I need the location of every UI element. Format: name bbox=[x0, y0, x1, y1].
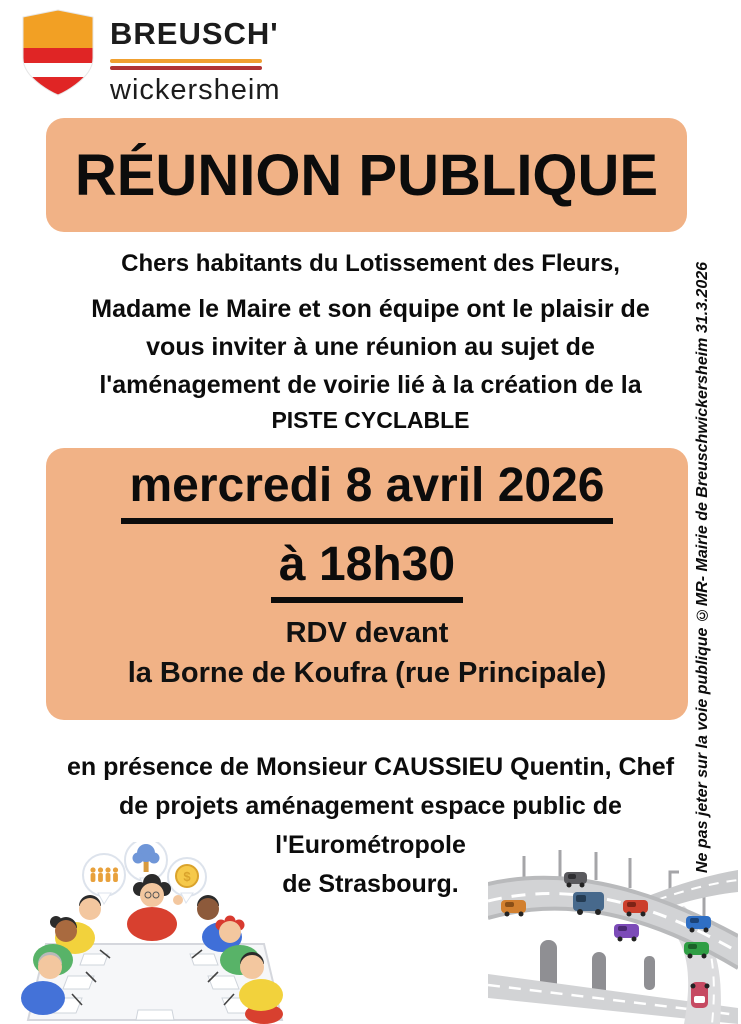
page-title: RÉUNION PUBLIQUE bbox=[74, 142, 659, 208]
coat-of-arms-icon bbox=[20, 8, 96, 98]
event-banner bbox=[46, 448, 688, 720]
presence-line-4: de Strasbourg. bbox=[282, 870, 459, 898]
intro-block bbox=[0, 250, 741, 434]
event-time: à 18h30 bbox=[271, 539, 463, 603]
logo bbox=[20, 8, 281, 107]
presence-line-3: l'Eurométropole bbox=[275, 831, 466, 859]
highway-illustration bbox=[488, 844, 738, 1024]
presence-line-2: de projets aménagement espace public de bbox=[119, 792, 622, 820]
logo-name: BREUSCH' bbox=[110, 16, 279, 51]
side-note-text: Ne pas jeter sur la voie publique ©MR- Mairie de Breuschwickersheim 31.3.2026 bbox=[694, 261, 711, 873]
event-date: mercredi 8 avril 2026 bbox=[121, 460, 612, 524]
event-place: la Borne de Koufra (rue Principale) bbox=[127, 656, 607, 689]
presence-line-1: en présence de Monsieur CAUSSIEU Quentin, Chef bbox=[66, 753, 675, 781]
side-note bbox=[694, 256, 732, 878]
intro-line-3: l'aménagement de voirie lié à la création de la bbox=[99, 371, 642, 399]
intro-highlight: PISTE CYCLABLE bbox=[271, 407, 470, 433]
meeting-illustration bbox=[12, 842, 300, 1024]
logo-subname: wickersheim bbox=[110, 74, 281, 106]
logo-rule-red bbox=[110, 66, 262, 70]
logo-rule-orange bbox=[110, 59, 262, 63]
intro-line-2: vous inviter à une réunion au sujet de bbox=[146, 333, 595, 361]
event-meet: RDV devant bbox=[285, 616, 449, 649]
car-crimson bbox=[691, 982, 710, 1008]
title-banner bbox=[46, 118, 687, 232]
intro-line-1: Madame le Maire et son équipe ont le plaisir de bbox=[91, 295, 650, 323]
car-purple bbox=[614, 924, 639, 942]
coin-dollar-icon: $ bbox=[183, 869, 191, 884]
intro-salutation: Chers habitants du Lotissement des Fleurs, bbox=[121, 250, 620, 277]
person-right-3 bbox=[239, 952, 283, 1024]
logo-text bbox=[110, 8, 281, 107]
